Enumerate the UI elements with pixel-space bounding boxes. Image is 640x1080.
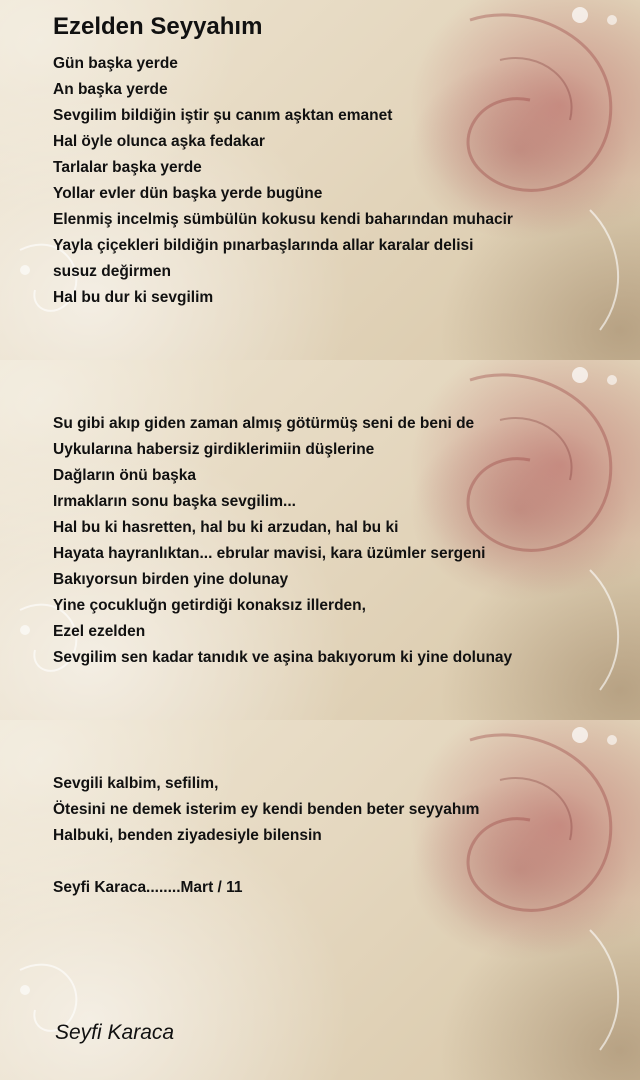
poem-line: Sevgili kalbim, sefilim,: [53, 775, 219, 792]
poem-line: Tarlalar başka yerde: [53, 159, 202, 176]
poem-line: Yayla çiçekleri bildiğin pınarbaşlarında allar karalar delisi: [53, 237, 474, 254]
poem-line: Ezel ezelden: [53, 623, 146, 640]
poem-panel-2: [0, 360, 640, 720]
stanza-1: [53, 51, 613, 311]
stanza-3: [53, 771, 613, 901]
poem-line: Halbuki, benden ziyadesiyle bilensin: [53, 827, 322, 844]
poem-signature: Seyfi Karaca........Mart / 11: [53, 879, 243, 896]
poem-line: Uykularına habersiz girdiklerimiin düşlerine: [53, 441, 375, 458]
poem-line: Hal öyle olunca aşka fedakar: [53, 133, 265, 150]
poem-line: Dağların önü başka: [53, 467, 196, 484]
poem-panel-3: [0, 720, 640, 1080]
poem-line: Irmakların sonu başka sevgilim...: [53, 493, 296, 510]
poem-title: Ezelden Seyyahım: [53, 13, 263, 40]
poem-line: Gün başka yerde: [53, 55, 178, 72]
poem-line: Elenmiş incelmiş sümbülün kokusu kendi baharından muhacir: [53, 211, 513, 228]
poem-line: Hal bu dur ki sevgilim: [53, 289, 214, 306]
stanza-2: [53, 411, 613, 671]
poem-line: Sevgilim sen kadar tanıdık ve aşina bakıyorum ki yine dolunay: [53, 649, 513, 666]
poem-line: Hayata hayranlıktan... ebrular mavisi, kara üzümler sergeni: [53, 545, 486, 562]
poem-line: Su gibi akıp giden zaman almış götürmüş seni de beni de: [53, 415, 475, 432]
poem-line: Yollar evler dün başka yerde bugüne: [53, 185, 323, 202]
poem-line: Hal bu ki hasretten, hal bu ki arzudan, hal bu ki: [53, 519, 399, 536]
poem-line: Yine çocukluğn getirdiği konaksız illerden,: [53, 597, 366, 614]
poem-line: Bakıyorsun birden yine dolunay: [53, 571, 289, 588]
author-name: Seyfi Karaca: [55, 1021, 175, 1044]
poem-line: An başka yerde: [53, 81, 168, 98]
poem-line: Ötesini ne demek isterim ey kendi benden beter seyyahım: [53, 801, 480, 818]
poem-line: susuz değirmen: [53, 263, 171, 280]
poem-line: Sevgilim bildiğin iştir şu canım aşktan emanet: [53, 107, 393, 124]
poem-panel-1: [0, 0, 640, 360]
